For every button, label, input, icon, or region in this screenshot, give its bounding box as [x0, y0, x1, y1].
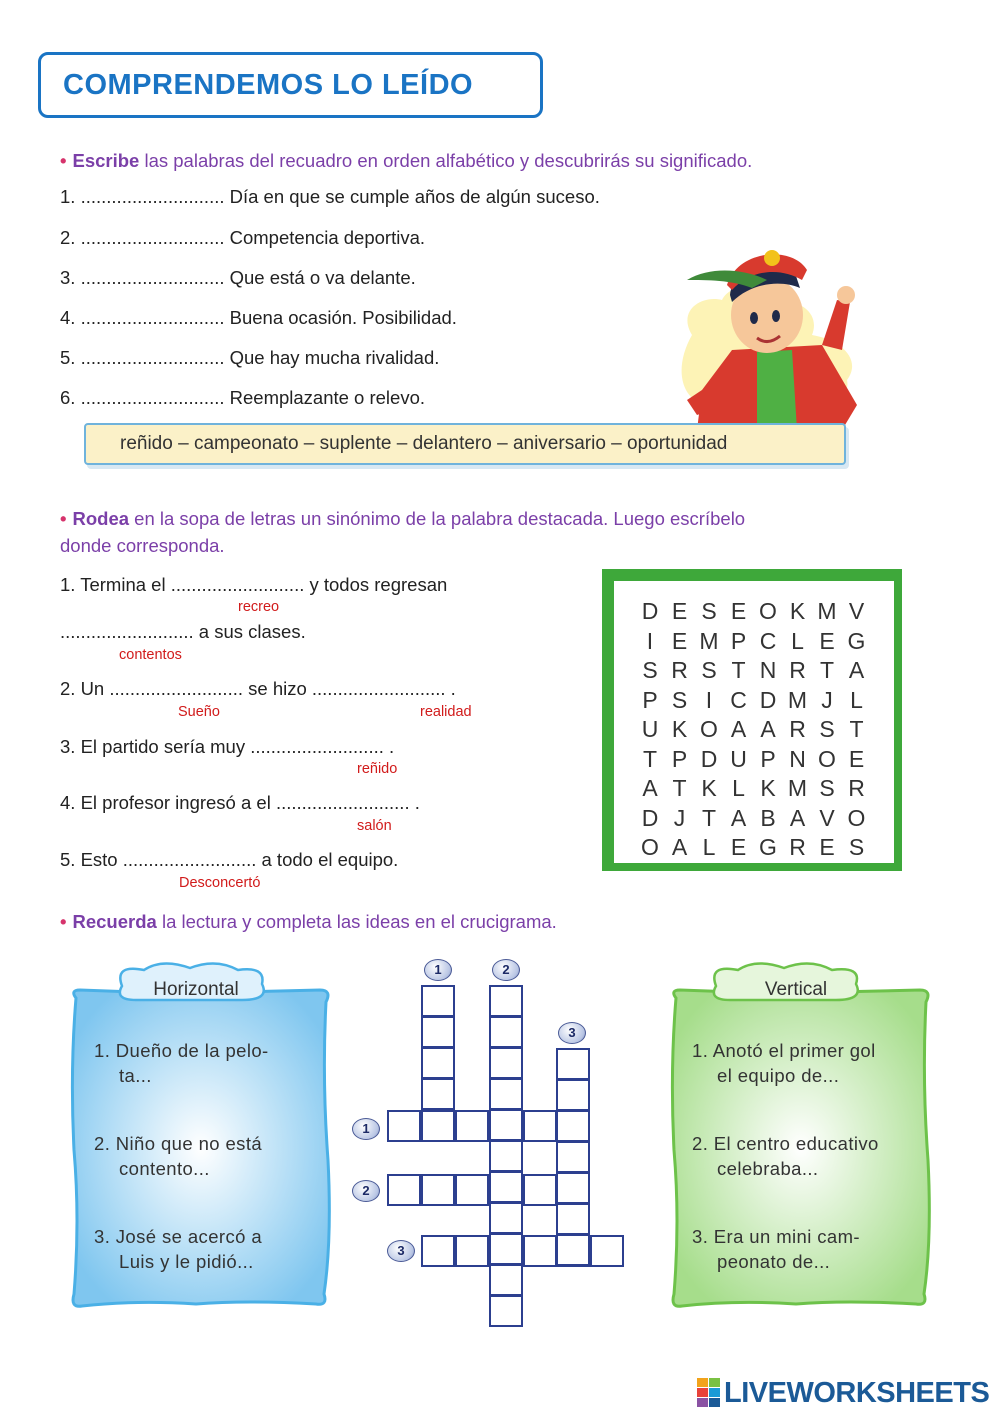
word-search-letter[interactable]: M [787, 686, 808, 713]
horizontal-title: Horizontal [153, 979, 239, 1000]
word-search-letter[interactable]: B [760, 804, 776, 831]
liveworksheets-logo-icon [697, 1376, 721, 1410]
section3-instruction [60, 908, 557, 935]
sentence-5[interactable]: 5. Esto .......................... a todo el equipo. [60, 849, 399, 870]
word-search-letter[interactable]: K [789, 598, 806, 624]
word-search-letter[interactable]: A [730, 804, 747, 831]
crossword-cell[interactable] [489, 1233, 523, 1265]
word-search-letter[interactable]: L [850, 686, 863, 713]
crossword-cell[interactable] [421, 1174, 455, 1206]
horizontal-clue-2-line2: contento... [119, 1158, 210, 1179]
crossword-cell[interactable] [556, 1110, 590, 1142]
word-search-letter[interactable]: U [730, 745, 747, 772]
definition-line-1[interactable]: 1. ............................ Día en que se cumple años de algún suceso. [60, 186, 600, 207]
crossword-cell[interactable] [523, 1174, 557, 1206]
word-search-letter[interactable]: E [671, 598, 688, 624]
word-search-letter[interactable]: P [760, 745, 776, 772]
vertical-clue-2 [692, 1131, 879, 1181]
crossword-cell[interactable] [387, 1174, 421, 1206]
sentence-1b[interactable]: .......................... a sus clases. [60, 621, 306, 642]
crossword-cell[interactable] [421, 1110, 455, 1142]
crossword-cell[interactable] [489, 1171, 523, 1203]
word-search-letter[interactable]: K [671, 716, 688, 742]
word-search-letter[interactable]: G [847, 627, 866, 654]
horizontal-clue-3-line2: Luis y le pidió... [119, 1251, 254, 1272]
vertical-clue-1 [692, 1038, 876, 1088]
word-search-letter[interactable]: O [759, 598, 777, 624]
liveworksheets-brand: LIVEWORKSHEETS [724, 1377, 990, 1409]
word-search-letter[interactable]: E [848, 745, 865, 772]
word-search-letter[interactable]: I [705, 686, 713, 713]
crossword-cell[interactable] [556, 1172, 590, 1204]
word-search-letter[interactable]: E [730, 834, 747, 860]
word-bank [84, 423, 846, 465]
horizontal-number-1-badge: 1 [352, 1118, 380, 1140]
word-search-letter[interactable]: V [848, 598, 865, 624]
word-search-letter[interactable]: G [759, 834, 777, 860]
word-search-letter[interactable]: U [641, 716, 659, 742]
section1-instruction-text: las palabras del recuadro en orden alfabético y descubrirás su significado. [139, 150, 753, 171]
sentence-4[interactable]: 4. El profesor ingresó a el .......................... . [60, 792, 420, 813]
crossword-cell[interactable] [421, 1016, 455, 1048]
word-search-letter[interactable]: A [848, 657, 865, 683]
horizontal-clue-1 [94, 1038, 269, 1088]
word-search-letter[interactable]: L [702, 834, 716, 860]
word-search-letter[interactable]: S [701, 598, 717, 624]
word-search-letter[interactable]: E [671, 627, 688, 654]
section3-keyword: Recuerda [72, 911, 157, 932]
vertical-clue-1-line1: 1. Anotó el primer gol [692, 1040, 876, 1061]
word-search-frame [602, 569, 902, 871]
vertical-title: Vertical [764, 979, 828, 1000]
hint-realidad: realidad [420, 704, 472, 720]
word-search-letter[interactable]: E [819, 834, 835, 860]
word-search-letter[interactable]: A [789, 804, 806, 831]
hint-sueno: Sueño [178, 704, 220, 720]
word-search-letter[interactable]: T [672, 775, 687, 801]
word-search-letter[interactable]: S [819, 716, 835, 742]
word-search-letter[interactable]: E [819, 627, 835, 654]
word-search-letter[interactable]: R [848, 775, 865, 801]
word-search-letter[interactable]: D [759, 686, 777, 713]
word-search-letter[interactable]: T [731, 657, 746, 683]
section1-keyword: Escribe [72, 150, 140, 171]
section2-instruction-line2: donde corresponda. [60, 535, 225, 556]
crossword-cell[interactable] [590, 1235, 624, 1267]
word-search-letter[interactable]: L [732, 775, 745, 801]
crossword-cell[interactable] [387, 1110, 421, 1142]
boy-illustration [672, 240, 872, 430]
sentence-1a[interactable]: 1. Termina el .......................... y todos regresan [60, 574, 448, 595]
word-search-letter[interactable]: V [819, 804, 835, 831]
word-search-letter[interactable]: O [818, 745, 836, 772]
bullet: • [60, 911, 67, 932]
word-search-letter[interactable]: T [642, 745, 658, 772]
crossword-cell[interactable] [421, 1235, 455, 1267]
vertical-number-2-badge: 2 [492, 959, 520, 981]
word-search-letter[interactable]: A [760, 716, 776, 742]
word-search-letter[interactable]: S [819, 775, 835, 801]
horizontal-clue-2-line1: 2. Niño que no está [94, 1133, 263, 1154]
word-search-letter[interactable]: A [642, 775, 658, 801]
crossword-cell[interactable] [489, 985, 523, 1017]
word-search-letter[interactable]: P [642, 686, 658, 713]
hint-desconcerto: Desconcertó [179, 875, 261, 891]
vertical-number-1-badge: 1 [424, 959, 452, 981]
crossword-cell[interactable] [523, 1235, 557, 1267]
word-search-letter[interactable]: T [819, 657, 835, 683]
crossword-cell[interactable] [455, 1174, 489, 1206]
definition-line-5[interactable]: 5. ............................ Que hay mucha rivalidad. [60, 347, 440, 368]
word-search-letter[interactable]: R [671, 657, 688, 683]
word-search-letter[interactable]: P [671, 745, 688, 772]
hint-recreo: recreo [238, 599, 280, 615]
word-search-letter[interactable]: O [700, 716, 718, 742]
crossword-cell[interactable] [455, 1235, 489, 1267]
hint-renido: reñido [357, 761, 398, 777]
crossword-cell[interactable] [489, 1295, 523, 1327]
horizontal-number-2-badge: 2 [352, 1180, 380, 1202]
vertical-clue-3-line2: peonato de... [717, 1251, 831, 1272]
word-search-letter[interactable]: R [789, 834, 806, 860]
crossword-cell[interactable] [421, 985, 455, 1017]
horizontal-clue-1-line2: ta... [119, 1065, 152, 1086]
crossword-cell[interactable] [489, 1109, 523, 1141]
crossword-cell[interactable] [556, 1079, 590, 1111]
word-search-letter[interactable]: D [641, 804, 659, 831]
word-search-letter[interactable]: J [821, 686, 833, 713]
section1-instruction [60, 147, 752, 174]
vertical-clue-3 [692, 1224, 860, 1274]
horizontal-number-3-badge: 3 [387, 1240, 415, 1262]
page-title: COMPRENDEMOS LO LEÍDO [63, 69, 474, 101]
hint-contentos: contentos [119, 647, 182, 663]
word-search-grid[interactable] [614, 581, 894, 863]
definition-line-2[interactable]: 2. ............................ Competencia deportiva. [60, 227, 426, 248]
word-search-letter[interactable]: I [646, 627, 654, 654]
word-search-letter[interactable]: S [701, 657, 717, 683]
crossword-cell[interactable] [489, 1202, 523, 1234]
crossword-cell[interactable] [421, 1078, 455, 1110]
sentence-2[interactable]: 2. Un .......................... se hizo .......................... . [60, 678, 456, 699]
word-search-letter[interactable]: D [700, 745, 718, 772]
word-search-letter[interactable]: O [641, 834, 659, 860]
crossword-cell[interactable] [421, 1047, 455, 1079]
word-search-letter[interactable]: T [849, 716, 864, 742]
word-search-letter[interactable]: J [673, 804, 686, 831]
word-bank-text: reñido – campeonato – suplente – delantero – aniversario – oportunidad [120, 433, 728, 454]
section2-instruction-text-1: en la sopa de letras un sinónimo de la palabra destacada. Luego escríbelo [129, 508, 746, 529]
horizontal-clue-2 [94, 1131, 262, 1181]
vertical-clue-3-line1: 3. Era un mini cam- [692, 1226, 860, 1247]
word-search-letter[interactable]: R [789, 716, 806, 742]
definition-line-4[interactable]: 4. ............................ Buena ocasión. Posibilidad. [60, 307, 457, 328]
crossword-cell[interactable] [523, 1110, 557, 1142]
section2-keyword: Rodea [72, 508, 130, 529]
hint-salon: salón [357, 818, 392, 834]
crossword-cell[interactable] [556, 1234, 590, 1266]
definition-line-6[interactable]: 6. ............................ Reemplazante o relevo. [60, 387, 426, 408]
section2-instruction [60, 505, 745, 532]
title-box [38, 52, 543, 118]
word-search-letter[interactable]: N [789, 745, 806, 772]
crossword-cell[interactable] [489, 1047, 523, 1079]
word-search-letter[interactable]: C [730, 686, 747, 713]
word-search-letter[interactable]: E [730, 598, 747, 624]
vertical-clue-1-line2: el equipo de... [717, 1065, 840, 1086]
section3-instruction-text: la lectura y completa las ideas en el crucigrama. [156, 911, 557, 932]
word-search-letter[interactable]: A [730, 716, 747, 742]
word-search-letter[interactable]: M [817, 598, 837, 624]
word-search-letter[interactable]: M [787, 775, 808, 801]
word-search-letter[interactable]: K [701, 775, 717, 801]
word-search-letter[interactable]: D [641, 598, 659, 624]
vertical-number-3-badge: 3 [558, 1022, 586, 1044]
vertical-clue-2-line2: celebraba... [717, 1158, 819, 1179]
crossword-cell[interactable] [556, 1141, 590, 1173]
horizontal-clue-1-line1: 1. Dueño de la pelo- [94, 1040, 269, 1061]
horizontal-clue-3-line1: 3. José se acercó a [94, 1226, 263, 1247]
vertical-clue-2-line1: 2. El centro educativo [692, 1133, 879, 1154]
crossword-cell[interactable] [489, 1140, 523, 1172]
word-search-letter[interactable]: K [760, 775, 776, 801]
horizontal-clue-3 [94, 1224, 262, 1274]
word-search-letter[interactable]: S [848, 834, 865, 860]
bullet: • [60, 150, 67, 171]
word-search-letter[interactable]: R [789, 657, 806, 683]
word-search-letter[interactable]: T [701, 804, 717, 831]
crossword-cell[interactable] [489, 1016, 523, 1048]
crossword-cell[interactable] [556, 1203, 590, 1235]
word-search-letter[interactable]: N [759, 657, 777, 683]
crossword-cell[interactable] [489, 1264, 523, 1296]
word-search-letter[interactable]: S [642, 657, 658, 683]
word-search-letter[interactable]: A [671, 834, 688, 860]
word-search-letter[interactable]: O [847, 804, 866, 831]
word-search-letter[interactable]: C [759, 627, 777, 654]
definition-line-3[interactable]: 3. ............................ Que está o va delante. [60, 267, 416, 288]
word-search-letter[interactable]: S [671, 686, 688, 713]
crossword-cell[interactable] [556, 1048, 590, 1080]
crossword-cell[interactable] [455, 1110, 489, 1142]
word-search-letter[interactable]: M [699, 627, 719, 654]
word-search-letter[interactable]: L [791, 627, 804, 654]
bullet: • [60, 508, 67, 529]
sentence-3[interactable]: 3. El partido sería muy .......................... . [60, 736, 395, 757]
word-search-letter[interactable]: P [730, 627, 747, 654]
crossword-cell[interactable] [489, 1078, 523, 1110]
